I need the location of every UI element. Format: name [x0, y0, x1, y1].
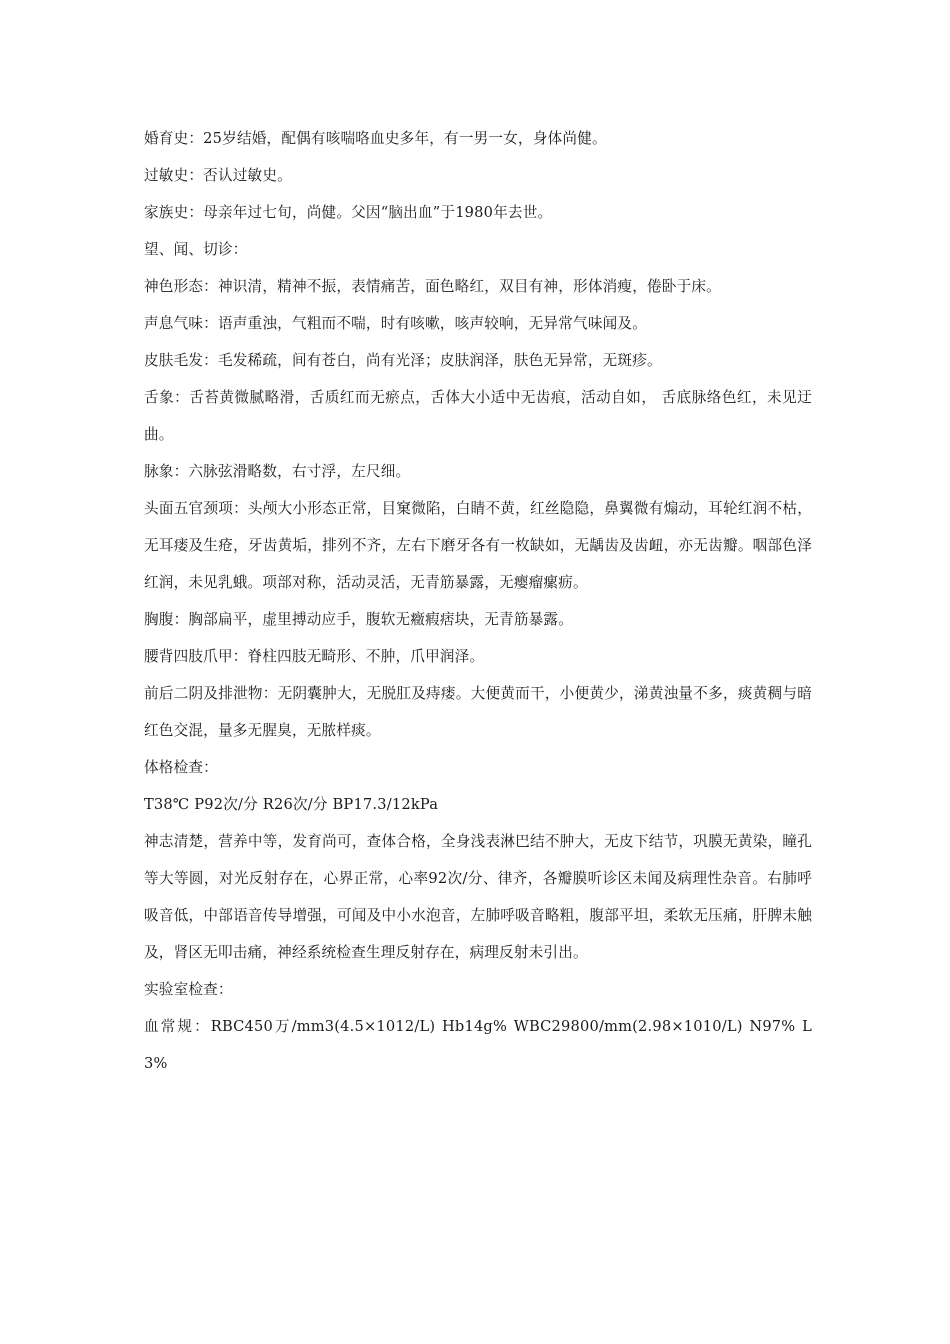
head-face-neck: 头面五官颈项：头颅大小形态正常，目窠微陷，白睛不黄，红丝隐隐，鼻翼微有煽动，耳轮红润不枯，无耳瘘及生疮，牙齿黄垢，排列不齐，左右下磨牙各有一枚缺如，无龋齿及齿衄，亦无齿瓣。咽部色泽红润，未见乳蛾。项部对称，活动灵活，无青筋暴露，无瘿瘤瘰疬。 [144, 500, 812, 591]
back-limbs-nails: 腰背四肢爪甲：脊柱四肢无畸形、不肿，爪甲润泽。 [144, 648, 485, 665]
skin-hair: 皮肤毛发：毛发稀疏，间有苍白，尚有光泽；皮肤润泽，肤色无异常，无斑疹。 [144, 352, 662, 369]
physical-exam-findings: 神志清楚，营养中等，发育尚可，查体合格，全身浅表淋巴结不肿大，无皮下结节，巩膜无黄染，瞳孔等大等圆，对光反射存在，心界正常，心率92次/分、律齐，各瓣膜听诊区未闻及病理性杂音。右肺呼吸音低，中部语音传导增强，可闻及中小水泡音，左肺呼吸音略粗，腹部平坦，柔软无压痛，肝脾未触及，肾区无叩击痛，神经系统检查生理反射存在，病理反射未引出。 [144, 833, 812, 961]
blood-routine: 血常规：RBC450万/mm3(4.5×1012/L) Hb14g% WBC29800/mm(2.98×1010/L) N97% L3% [144, 1018, 812, 1072]
section-heading-physical-exam: 体格检查： [144, 759, 218, 776]
allergy-history: 过敏史：否认过敏史。 [144, 167, 292, 184]
document-body [144, 120, 812, 1082]
vital-signs: T38℃ P92次/分 R26次/分 BP17.3/12kPa [144, 796, 439, 813]
marriage-history: 婚育史：25岁结婚，配偶有咳喘咯血史多年，有一男一女，身体尚健。 [144, 130, 607, 147]
section-heading-inspection: 望、闻、切诊： [144, 241, 248, 258]
chest-abdomen: 胸腹：胸部扁平，虚里搏动应手，腹软无癥瘕痞块，无青筋暴露。 [144, 611, 574, 628]
family-history: 家族史：母亲年过七旬，尚健。父因“脑出血”于1980年去世。 [144, 204, 553, 221]
pulse-appearance: 脉象：六脉弦滑略数，右寸浮，左尺细。 [144, 463, 411, 480]
spirit-appearance: 神色形态：神识清，精神不振，表情痛苦，面色略红，双目有神，形体消瘦，倦卧于床。 [144, 278, 721, 295]
tongue-appearance: 舌象：舌苔黄微腻略滑，舌质红而无瘀点，舌体大小适中无齿痕，活动自如， 舌底脉络色红，未见迂曲。 [144, 389, 812, 443]
section-heading-lab-exam: 实验室检查： [144, 981, 233, 998]
genitals-excreta: 前后二阴及排泄物：无阴囊肿大，无脱肛及痔瘘。大便黄而干，小便黄少，涕黄浊量不多，痰黄稠与暗红色交混，量多无腥臭，无脓样痰。 [144, 685, 812, 739]
voice-breath: 声息气味：语声重浊，气粗而不喘，时有咳嗽，咳声较响，无异常气味闻及。 [144, 315, 647, 332]
